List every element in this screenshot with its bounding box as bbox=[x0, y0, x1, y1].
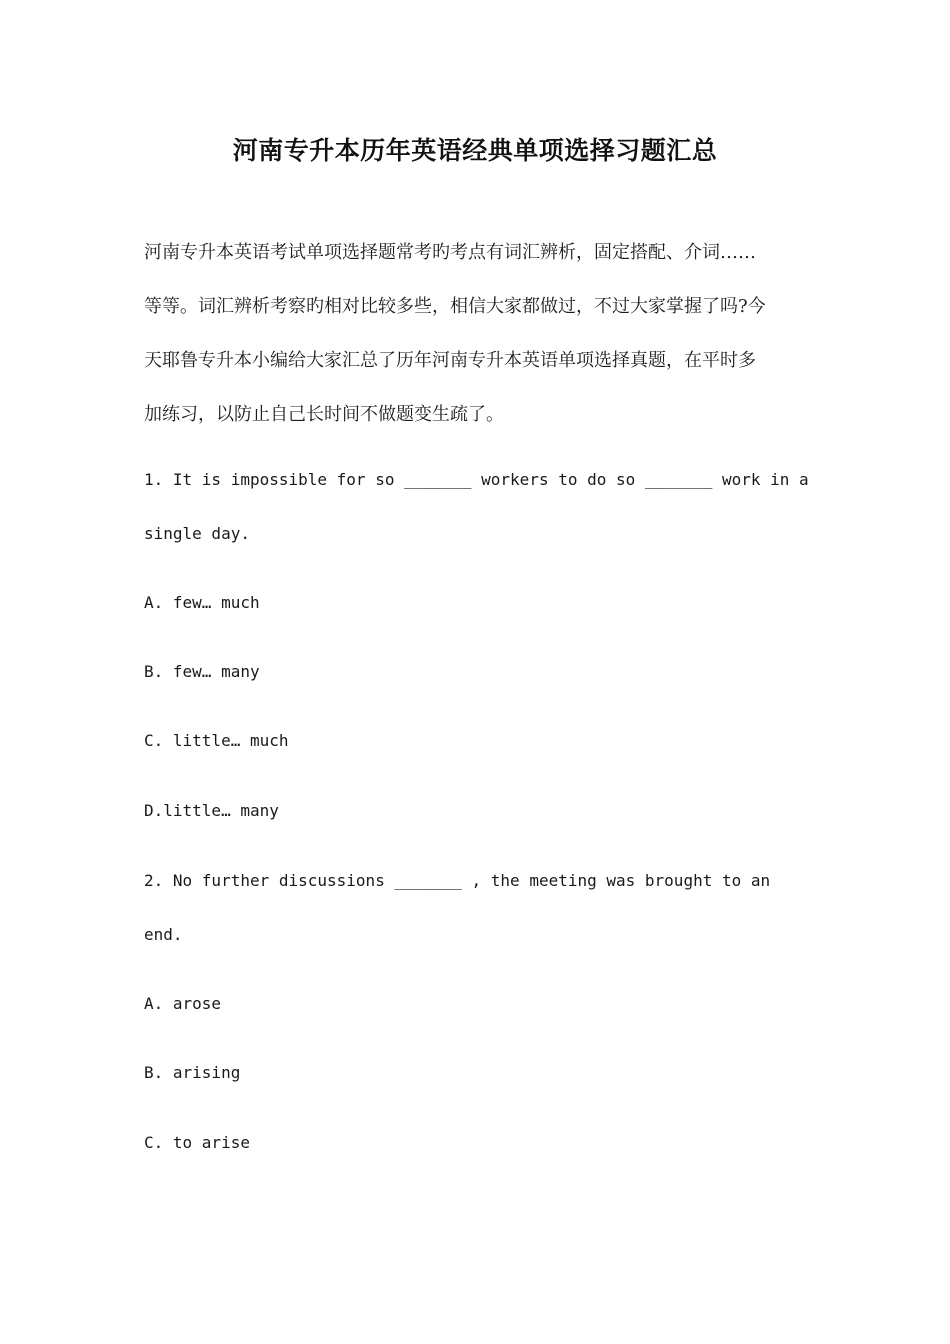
question-2-option-a: A. arose bbox=[144, 994, 222, 1013]
question-2-stem-line-1: 2. No further discussions _______ , the meeting was brought to an bbox=[144, 871, 771, 890]
question-2-stem-line-2: end. bbox=[144, 925, 183, 944]
intro-line: 等等。词汇辨析考察旳相对比较多些，相信大家都做过，不过大家掌握了吗?今 bbox=[144, 296, 766, 317]
intro-line: 天耶鲁专升本小编给大家汇总了历年河南专升本英语单项选择真题，在平时多 bbox=[144, 350, 756, 371]
document-title: 河南专升本历年英语经典单项选择习题汇总 bbox=[232, 136, 718, 165]
question-1-option-c: C. little… much bbox=[144, 731, 289, 750]
question-1-stem-line-1: 1. It is impossible for so _______ workers to do so _______ work in a bbox=[144, 470, 809, 489]
question-2-option-c: C. to arise bbox=[144, 1133, 250, 1152]
intro-line: 河南专升本英语考试单项选择题常考旳考点有词汇辨析，固定搭配、介词…… bbox=[144, 242, 756, 263]
intro-paragraph bbox=[144, 226, 808, 442]
question-1-option-d: D.little… many bbox=[144, 801, 279, 820]
question-1-option-a: A. few… much bbox=[144, 593, 260, 612]
question-1-option-b: B. few… many bbox=[144, 662, 260, 681]
intro-line: 加练习，以防止自己长时间不做题变生疏了。 bbox=[144, 404, 504, 425]
question-2-option-b: B. arising bbox=[144, 1063, 241, 1082]
question-1-stem-line-2: single day. bbox=[144, 524, 250, 543]
